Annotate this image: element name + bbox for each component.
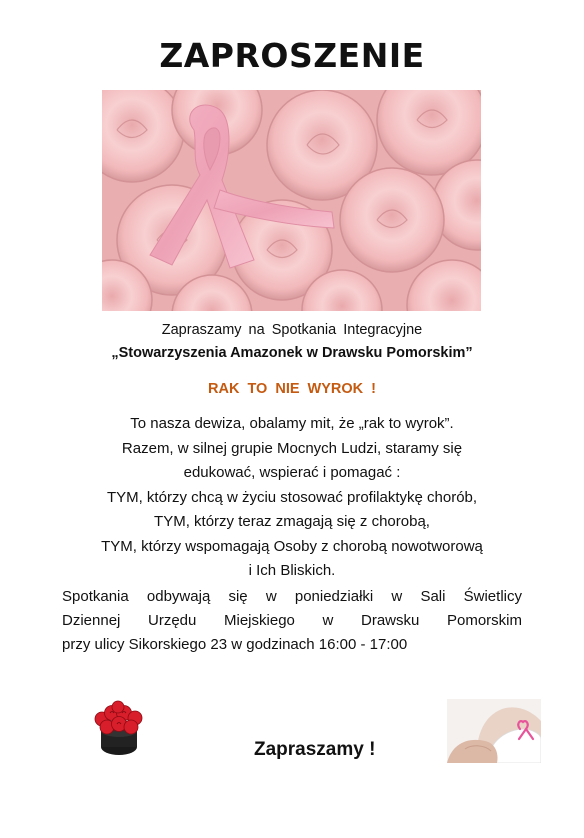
motto-line: TYM, którzy teraz zmagają się z chorobą, [154,513,430,530]
motto-line: edukować, wspierać i pomagać : [183,464,401,481]
association-name: „Stowarzyszenia Amazonek w Drawsku Pomorskim” [111,345,473,361]
meeting-paragraph [62,585,522,657]
motto-line: To nasza dewiza, obalamy mit, że „rak to wyrok”. [130,415,454,432]
motto-line: Razem, w silnej grupie Mocnych Ludzi, staramy się [121,439,463,457]
meeting-line: Spotkania odbywają się w poniedziałki w Sali Świetlicy [62,588,522,605]
pink-ribbon-chest-image [447,699,541,763]
meeting-line: przy ulicy Sikorskiego 23 w godzinach 16:00 - 17:00 [62,636,408,653]
closing-invitation: Zapraszamy ! [254,739,376,760]
intro-line: Zapraszamy na Spotkania Integracyjne [161,322,423,338]
red-roses-box-image [88,699,150,759]
pink-ribbon-roses-image [102,90,481,311]
meeting-line: Dziennej Urzędu Miejskiego w Drawsku Pomorskim [62,612,522,629]
motto-paragraph [40,412,544,584]
page-title: ZAPROSZENIE [159,36,425,75]
motto-line: i Ich Bliskich. [248,562,336,579]
motto-line: TYM, którzy chcą w życiu stosować profilaktykę chorób, [106,488,478,506]
motto-line: TYM, którzy wspomagają Osoby z chorobą nowotworową [101,537,483,555]
slogan: RAK TO NIE WYROK ! [208,381,376,397]
